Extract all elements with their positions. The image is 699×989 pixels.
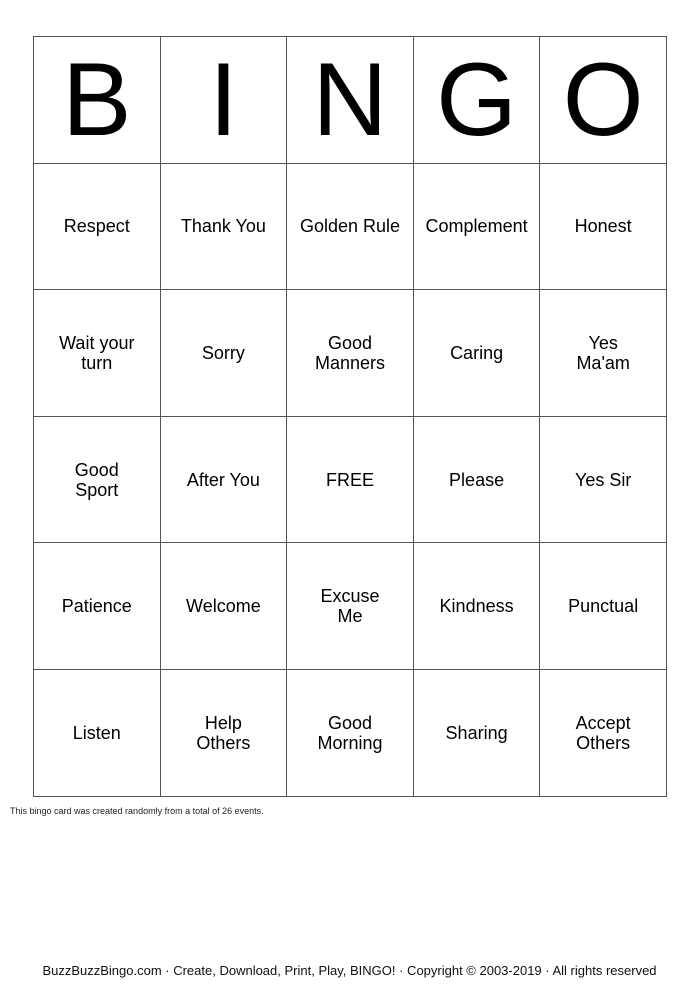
bingo-cell <box>34 163 161 290</box>
cell-text: Golden Rule <box>299 216 401 237</box>
card-row <box>34 416 667 543</box>
header-letter-o: O <box>540 37 667 164</box>
bingo-card <box>33 36 667 797</box>
bingo-cell <box>287 163 414 290</box>
card-row <box>34 290 667 417</box>
cell-text: Please <box>449 469 505 490</box>
cell-text: Complement <box>425 216 528 237</box>
bingo-cell <box>413 163 540 290</box>
header-letter-b: B <box>34 37 161 164</box>
cell-text: Good Morning <box>317 712 383 753</box>
cell-text: Respect <box>63 216 130 237</box>
bingo-cell <box>540 669 667 796</box>
bingo-cell <box>540 416 667 543</box>
cell-text: Accept Others <box>575 712 631 753</box>
cell-text: Honest <box>574 216 632 237</box>
cell-text: Wait your turn <box>59 332 135 373</box>
bingo-cell <box>413 543 540 670</box>
cell-text: Help Others <box>196 712 251 753</box>
bingo-cell <box>540 163 667 290</box>
header-letter-i: I <box>160 37 287 164</box>
cell-text: Good Sport <box>74 459 119 500</box>
bingo-cell <box>34 416 161 543</box>
cell-text: Kindness <box>439 596 514 617</box>
bingo-cell <box>160 416 287 543</box>
bingo-cell <box>287 669 414 796</box>
bingo-cell <box>287 290 414 417</box>
bingo-cell <box>413 416 540 543</box>
bingo-cell <box>160 290 287 417</box>
cell-text: Welcome <box>186 596 261 617</box>
bingo-cell <box>540 543 667 670</box>
card-row <box>34 669 667 796</box>
card-note: This bingo card was created randomly from a total of 26 events. <box>10 806 264 816</box>
cell-text: Patience <box>61 596 132 617</box>
bingo-cell <box>160 163 287 290</box>
header-row <box>34 37 667 164</box>
cell-text: Sharing <box>445 722 508 743</box>
bingo-cell <box>34 290 161 417</box>
cell-text: Excuse Me <box>320 586 380 627</box>
bingo-cell <box>413 669 540 796</box>
header-letter-g: G <box>413 37 540 164</box>
header-letter-n: N <box>287 37 414 164</box>
bingo-cell <box>34 543 161 670</box>
bingo-cell <box>160 543 287 670</box>
cell-text: Thank You <box>180 216 266 237</box>
bingo-cell <box>34 669 161 796</box>
card-row <box>34 163 667 290</box>
bingo-cell <box>413 290 540 417</box>
cell-text: Yes Sir <box>574 469 632 490</box>
bingo-cell <box>287 543 414 670</box>
free-space <box>287 416 414 543</box>
cell-text: After You <box>186 469 260 490</box>
cell-text: Yes Ma'am <box>576 332 630 373</box>
cell-text: Punctual <box>568 596 639 617</box>
bingo-cell <box>160 669 287 796</box>
cell-text: Caring <box>450 342 504 363</box>
cell-text: FREE <box>325 469 374 490</box>
cell-text: Good Manners <box>314 332 385 373</box>
cell-text: Sorry <box>201 342 245 363</box>
card-row <box>34 543 667 670</box>
cell-text: Listen <box>72 722 121 743</box>
bingo-cell <box>540 290 667 417</box>
footer-copyright: BuzzBuzzBingo.com · Create, Download, Print, Play, BINGO! · Copyright © 2003-2019 · All rights reserved <box>42 963 657 978</box>
